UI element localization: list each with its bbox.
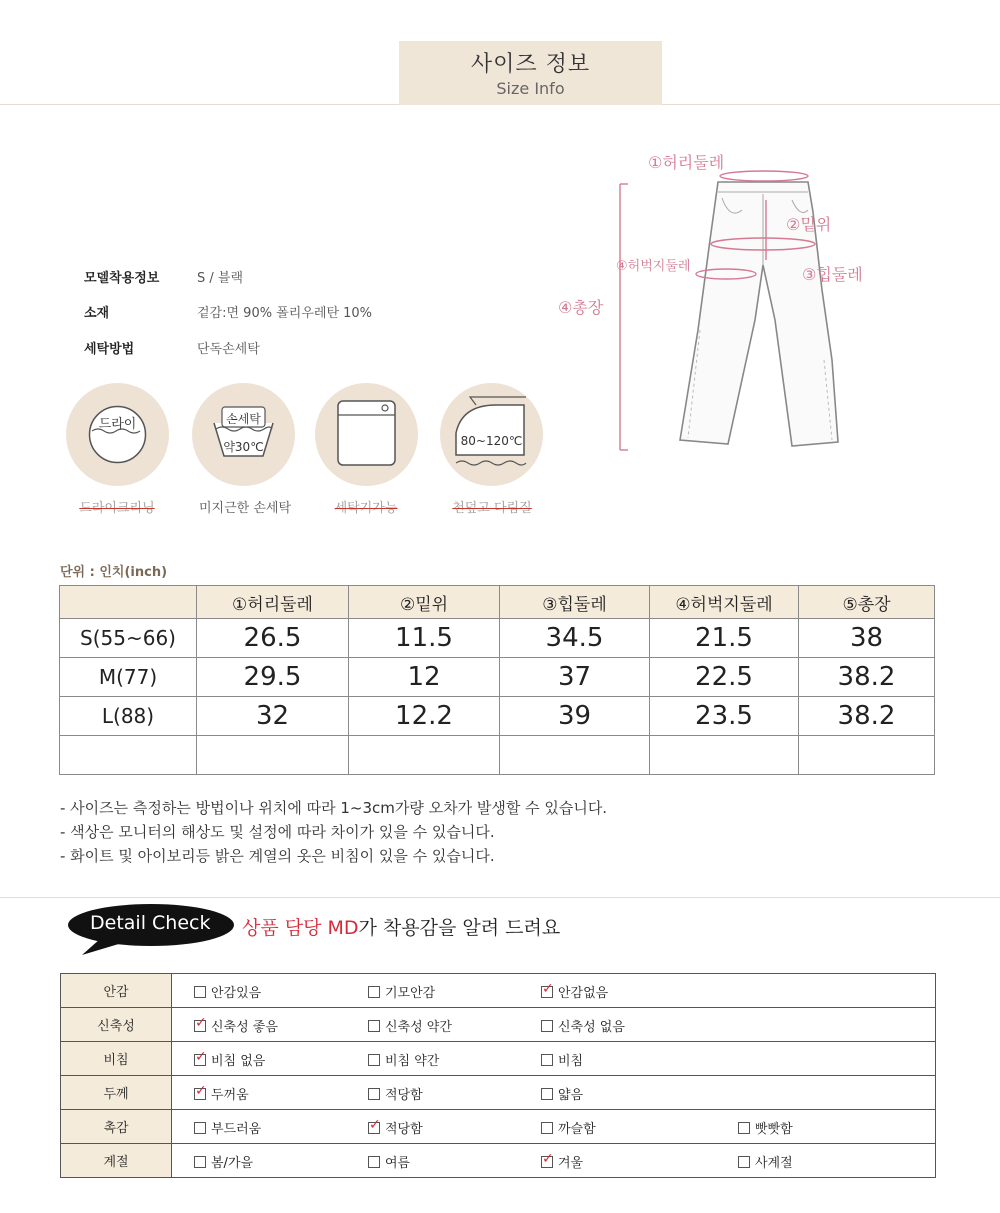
detail-row-label: 비침 bbox=[61, 1042, 172, 1076]
checkbox-checked-icon[interactable] bbox=[368, 1122, 380, 1134]
checkbox-checked-icon[interactable] bbox=[541, 986, 553, 998]
detail-row-label: 안감 bbox=[61, 974, 172, 1008]
option-label: 비침 없음 bbox=[211, 1054, 266, 1069]
table-row bbox=[60, 619, 935, 658]
checkbox-icon[interactable] bbox=[541, 1122, 553, 1134]
option-item[interactable] bbox=[541, 1118, 596, 1137]
option-item[interactable] bbox=[368, 1050, 439, 1069]
option-label: 기모안감 bbox=[385, 986, 436, 1001]
option-item[interactable] bbox=[368, 1016, 452, 1035]
info-value-washing: 단독손세탁 bbox=[197, 342, 260, 357]
option-label: 두꺼움 bbox=[211, 1088, 249, 1103]
detail-row-label: 두께 bbox=[61, 1076, 172, 1110]
detail-check-headline bbox=[242, 913, 560, 940]
option-label: 안감있음 bbox=[211, 986, 262, 1001]
note-line: - 색상은 모니터의 해상도 및 설정에 따라 차이가 있을 수 있습니다. bbox=[60, 823, 495, 841]
size-table bbox=[59, 585, 935, 775]
table-row bbox=[61, 1110, 936, 1144]
option-item[interactable] bbox=[368, 982, 435, 1001]
checkbox-icon[interactable] bbox=[368, 1054, 380, 1066]
option-label: 부드러움 bbox=[211, 1122, 262, 1137]
detail-row-label: 계절 bbox=[61, 1144, 172, 1178]
size-cell: 21.5 bbox=[650, 619, 799, 658]
option-item[interactable] bbox=[194, 1050, 265, 1069]
size-notes bbox=[60, 796, 607, 868]
size-cell: 12.2 bbox=[349, 697, 500, 736]
size-table-header bbox=[60, 586, 935, 619]
section-divider bbox=[0, 897, 1000, 898]
washing-machine-icon bbox=[315, 383, 418, 486]
size-cell: 34.5 bbox=[500, 619, 650, 658]
iron-temp-text: 80~120℃ bbox=[460, 434, 523, 448]
size-cell: 38 bbox=[799, 619, 935, 658]
option-label: 비침 약간 bbox=[385, 1054, 440, 1069]
info-value-model: S / 블랙 bbox=[197, 271, 244, 286]
option-item[interactable] bbox=[194, 1118, 261, 1137]
diagram-label-hip: ③힙둘레 bbox=[802, 265, 863, 284]
option-label: 여름 bbox=[385, 1156, 411, 1171]
option-label: 얇음 bbox=[558, 1088, 584, 1103]
checkbox-icon[interactable] bbox=[368, 986, 380, 998]
table-row bbox=[60, 658, 935, 697]
table-row bbox=[61, 1076, 936, 1110]
size-header-cell bbox=[60, 586, 197, 619]
option-item[interactable] bbox=[194, 1084, 249, 1103]
option-item[interactable] bbox=[368, 1152, 410, 1171]
checkbox-icon[interactable] bbox=[541, 1020, 553, 1032]
diagram-label-rise: ②밑위 bbox=[786, 215, 832, 234]
info-label-model: 모델착용정보 bbox=[84, 271, 160, 286]
checkbox-checked-icon[interactable] bbox=[194, 1054, 206, 1066]
table-row bbox=[61, 1042, 936, 1076]
table-row bbox=[60, 736, 935, 775]
option-label: 겨울 bbox=[558, 1156, 584, 1171]
size-cell: 38.2 bbox=[799, 697, 935, 736]
checkbox-icon[interactable] bbox=[541, 1054, 553, 1066]
option-label: 사계절 bbox=[755, 1156, 793, 1171]
checkbox-icon[interactable] bbox=[368, 1020, 380, 1032]
dry-clean-icon-text: 드라이 bbox=[98, 417, 137, 432]
option-label: 까슬함 bbox=[558, 1122, 596, 1137]
option-label: 신축성 없음 bbox=[558, 1020, 625, 1035]
size-row-label: S(55~66) bbox=[60, 619, 197, 658]
size-header-cell: ①허리둘레 bbox=[197, 586, 349, 619]
care-label-hand-wash: 미지근한 손세탁 bbox=[198, 501, 292, 516]
dry-clean-icon bbox=[66, 383, 169, 486]
option-item[interactable] bbox=[194, 1152, 253, 1171]
diagram-label-waist: ①허리둘레 bbox=[648, 153, 725, 172]
size-cell: 12 bbox=[349, 658, 500, 697]
size-cell bbox=[500, 736, 650, 775]
size-cell: 29.5 bbox=[197, 658, 349, 697]
size-header-cell: ③힙둘레 bbox=[500, 586, 650, 619]
note-line: - 화이트 및 아이보리등 밝은 계열의 옷은 비침이 있을 수 있습니다. bbox=[60, 847, 495, 865]
option-label: 봄/가을 bbox=[211, 1156, 254, 1171]
checkbox-icon[interactable] bbox=[738, 1156, 750, 1168]
checkbox-icon[interactable] bbox=[194, 1156, 206, 1168]
title-box bbox=[399, 41, 662, 105]
checkbox-checked-icon[interactable] bbox=[194, 1020, 206, 1032]
size-row-label: M(77) bbox=[60, 658, 197, 697]
table-row bbox=[60, 697, 935, 736]
size-cell: 26.5 bbox=[197, 619, 349, 658]
option-label: 신축성 좋음 bbox=[211, 1020, 278, 1035]
page-title: 사이즈 정보 bbox=[470, 52, 591, 77]
table-row bbox=[61, 1008, 936, 1042]
info-label-washing: 세탁방법 bbox=[84, 342, 135, 357]
checkbox-checked-icon[interactable] bbox=[194, 1088, 206, 1100]
option-item[interactable] bbox=[194, 982, 261, 1001]
checkbox-icon[interactable] bbox=[541, 1088, 553, 1100]
option-item[interactable] bbox=[541, 1084, 583, 1103]
diagram-label-length: ④총장 bbox=[558, 298, 604, 317]
option-item[interactable] bbox=[738, 1118, 793, 1137]
size-cell: 11.5 bbox=[349, 619, 500, 658]
info-label-material: 소재 bbox=[84, 306, 110, 321]
option-label: 적당함 bbox=[385, 1088, 423, 1103]
table-row bbox=[61, 1144, 936, 1178]
size-cell: 22.5 bbox=[650, 658, 799, 697]
page-subtitle: Size Info bbox=[496, 79, 565, 98]
size-header-cell: ⑤총장 bbox=[799, 586, 935, 619]
size-cell: 32 bbox=[197, 697, 349, 736]
care-label-iron: 천덮고 다림질 bbox=[452, 501, 532, 516]
option-label: 안감없음 bbox=[558, 986, 609, 1001]
size-cell: 38.2 bbox=[799, 658, 935, 697]
option-label: 빳빳함 bbox=[755, 1122, 793, 1137]
size-row-label bbox=[60, 736, 197, 775]
hand-wash-temp-text: 약30℃ bbox=[223, 440, 264, 454]
option-item[interactable] bbox=[541, 982, 608, 1001]
checkbox-icon[interactable] bbox=[368, 1088, 380, 1100]
hand-wash-icon-text: 손세탁 bbox=[226, 412, 261, 426]
size-cell bbox=[650, 736, 799, 775]
detail-check-table bbox=[60, 973, 936, 1178]
checkbox-icon[interactable] bbox=[194, 1122, 206, 1134]
table-row bbox=[61, 974, 936, 1008]
note-line: - 사이즈는 측정하는 방법이나 위치에 따라 1~3cm가량 오차가 발생할 수 있습니다. bbox=[60, 799, 608, 817]
diagram-label-thigh: ④허벅지둘레 bbox=[616, 259, 691, 274]
option-item[interactable] bbox=[541, 1152, 583, 1171]
option-item[interactable] bbox=[194, 1016, 278, 1035]
detail-row-label: 촉감 bbox=[61, 1110, 172, 1144]
care-label-dry-clean: 드라이크리닝 bbox=[79, 501, 155, 516]
headline-rest: 가 착용감을 알려 드려요 bbox=[358, 917, 561, 939]
size-cell: 37 bbox=[500, 658, 650, 697]
detail-check-badge: Detail Check bbox=[90, 912, 211, 934]
checkbox-icon[interactable] bbox=[368, 1156, 380, 1168]
hand-wash-icon bbox=[192, 383, 295, 486]
care-label-machine: 세탁기가능 bbox=[334, 501, 398, 516]
detail-row-label: 신축성 bbox=[61, 1008, 172, 1042]
iron-icon bbox=[440, 383, 543, 486]
size-cell bbox=[799, 736, 935, 775]
option-item[interactable] bbox=[368, 1084, 423, 1103]
checkbox-icon[interactable] bbox=[194, 986, 206, 998]
size-header-cell: ④허벅지둘레 bbox=[650, 586, 799, 619]
size-cell: 39 bbox=[500, 697, 650, 736]
size-cell bbox=[349, 736, 500, 775]
headline-highlight: 상품 담당 MD bbox=[242, 917, 359, 939]
option-label: 적당함 bbox=[385, 1122, 423, 1137]
size-cell: 23.5 bbox=[650, 697, 799, 736]
unit-label: 단위 : 인치(inch) bbox=[60, 565, 168, 580]
option-label: 신축성 약간 bbox=[385, 1020, 452, 1035]
size-cell bbox=[197, 736, 349, 775]
option-label: 비침 bbox=[558, 1054, 584, 1069]
checkbox-checked-icon[interactable] bbox=[541, 1156, 553, 1168]
size-header-cell: ②밑위 bbox=[349, 586, 500, 619]
option-item[interactable] bbox=[541, 1050, 583, 1069]
option-item[interactable] bbox=[368, 1118, 423, 1137]
checkbox-icon[interactable] bbox=[738, 1122, 750, 1134]
option-item[interactable] bbox=[541, 1016, 625, 1035]
info-value-material: 겉감:면 90% 폴리우레탄 10% bbox=[197, 306, 373, 321]
size-row-label: L(88) bbox=[60, 697, 197, 736]
option-item[interactable] bbox=[738, 1152, 793, 1171]
